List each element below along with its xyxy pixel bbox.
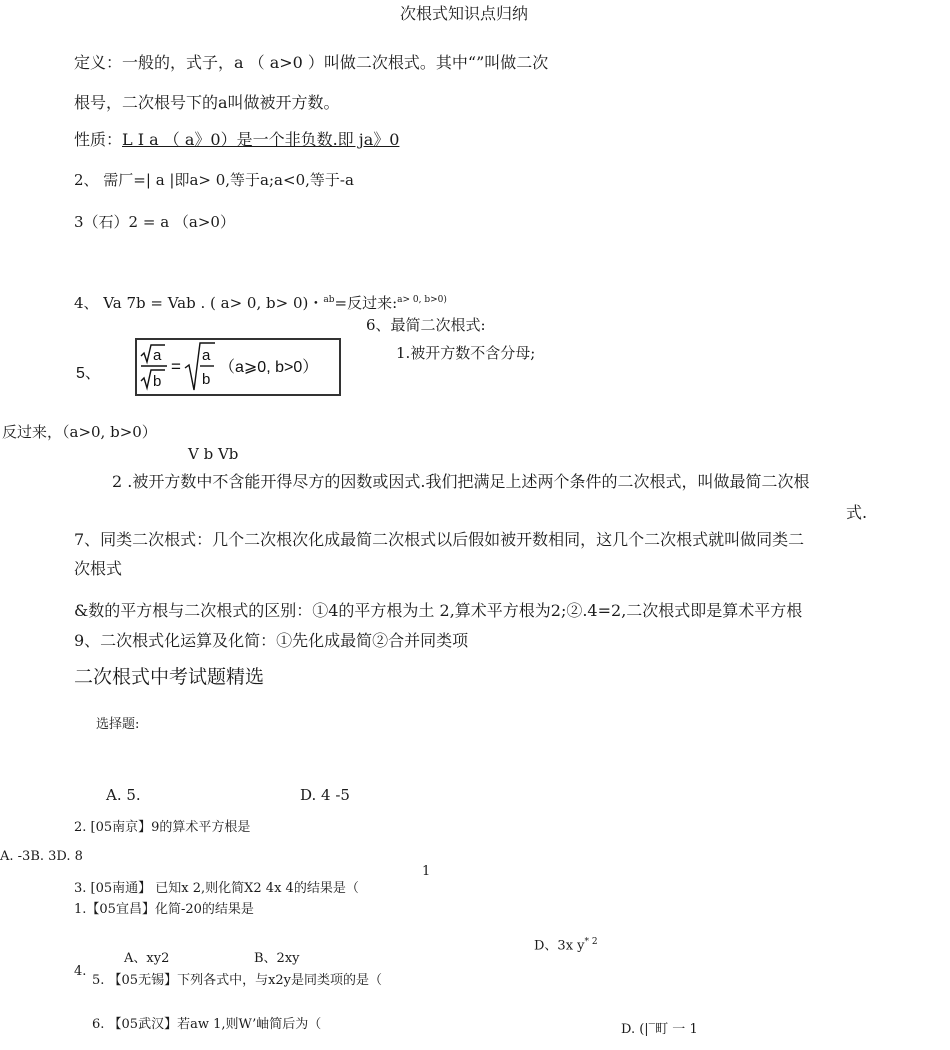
item-8: &数的平方根与二次根式的区别：①4的平方根为土 2,算术平方根为2;②.4=2,二次根式即是算术平方根: [74, 601, 803, 620]
item-4: [74, 294, 447, 312]
exam-section-title: 二次根式中考试题精选: [74, 666, 265, 688]
question-6: 6. 【05武汉】若aw 1,则W’岫简后为（: [92, 1017, 322, 1032]
item-4-main: 4、 Va 7b = Vab . ( a> 0, b> 0)・: [74, 294, 324, 312]
item-4-rest: =反过来:: [334, 294, 398, 312]
option-a-xy2: A、xy2: [124, 951, 170, 966]
item-7-line-1: 7、同类二次根式：几个二次根次化成最简二次根式以后假如被开数相同，这几个二次根式就叫做同类二: [74, 530, 805, 549]
option-d-text: D、3x y: [534, 938, 585, 954]
equals-sign: =: [171, 357, 181, 376]
formula-num-left: a: [153, 347, 162, 364]
formula-condition: （a⩾0, b>0）: [219, 359, 319, 376]
property-text: L Ⅰ a （ a》0）是一个非负数.即 ja》0: [122, 130, 400, 149]
formula-den-right: b: [202, 371, 211, 388]
question-4-number: 4.: [74, 964, 87, 979]
formula-den-left: b: [153, 373, 162, 390]
item-6-condition-2-line-2: 式.: [846, 503, 868, 522]
option-d-3xy: [534, 937, 598, 954]
definition-line-2: 根号，二次根号下的a叫做被开方数。: [74, 93, 340, 112]
option-d-sup: * 2: [584, 937, 598, 947]
item-4-sup-ab: ab: [323, 295, 335, 305]
property-line: [74, 130, 399, 149]
quotient-formula: [137, 340, 339, 394]
property-label: 性质：: [74, 130, 123, 149]
item-6-condition-1: 1.被开方数不含分母;: [396, 344, 536, 362]
question-1-simplify: 1.【05宜昌】化简-20的结果是: [74, 902, 254, 917]
formula-num-right: a: [202, 347, 211, 364]
reverse-line: 反过来，（a>0, b>0）: [2, 423, 157, 441]
page-title: 次根式知识点归纳: [400, 4, 529, 23]
choice-label: 选择题:: [96, 717, 140, 732]
question-5: 5. 【05无锡】下列各式中，与x2y是同类项的是（: [92, 973, 383, 988]
item-5-label: 5、: [76, 365, 101, 382]
item-6-condition-2-line-1: 2 .被开方数中不含能开得尽方的因数或因式.我们把满足上述两个条件的二次根式，叫做最简二次根: [112, 472, 810, 491]
stray-number: 1: [422, 864, 431, 879]
item-2: 2、 需厂=| a |即a> 0,等于a;a<0,等于-a: [74, 171, 354, 189]
question-2-options: A. -3B. 3D. 8: [0, 849, 83, 864]
item-3: 3（石）2 = a （a>0）: [74, 213, 235, 231]
option-b-2xy: B、2xy: [254, 951, 300, 966]
item-4-sup-cond: a> 0, b>0): [397, 295, 447, 305]
question-6-option-d: D. (|‾町 一 1: [621, 1022, 698, 1037]
q1-option-a: A. 5.: [106, 786, 141, 804]
definition-line-1: 定义：一般的，式子，a （ a>0 ）叫做二次根式。其中“”叫做二次: [74, 53, 549, 72]
quotient-formula-box: [135, 338, 341, 396]
question-3: 3. [05南通】 已知x 2,则化简X2 4x 4的结果是（: [74, 881, 359, 896]
q1-option-d: D. 4 -5: [300, 786, 350, 804]
item-6-title: 6、最简二次根式:: [366, 316, 486, 334]
item-7-line-2: 次根式: [74, 559, 123, 578]
question-2: 2. [05南京】9的算术平方根是: [74, 820, 251, 835]
item-9: 9、二次根式化运算及化简：①先化成最简②合并同类项: [74, 631, 469, 650]
vb-vb: V b Vb: [188, 445, 239, 463]
